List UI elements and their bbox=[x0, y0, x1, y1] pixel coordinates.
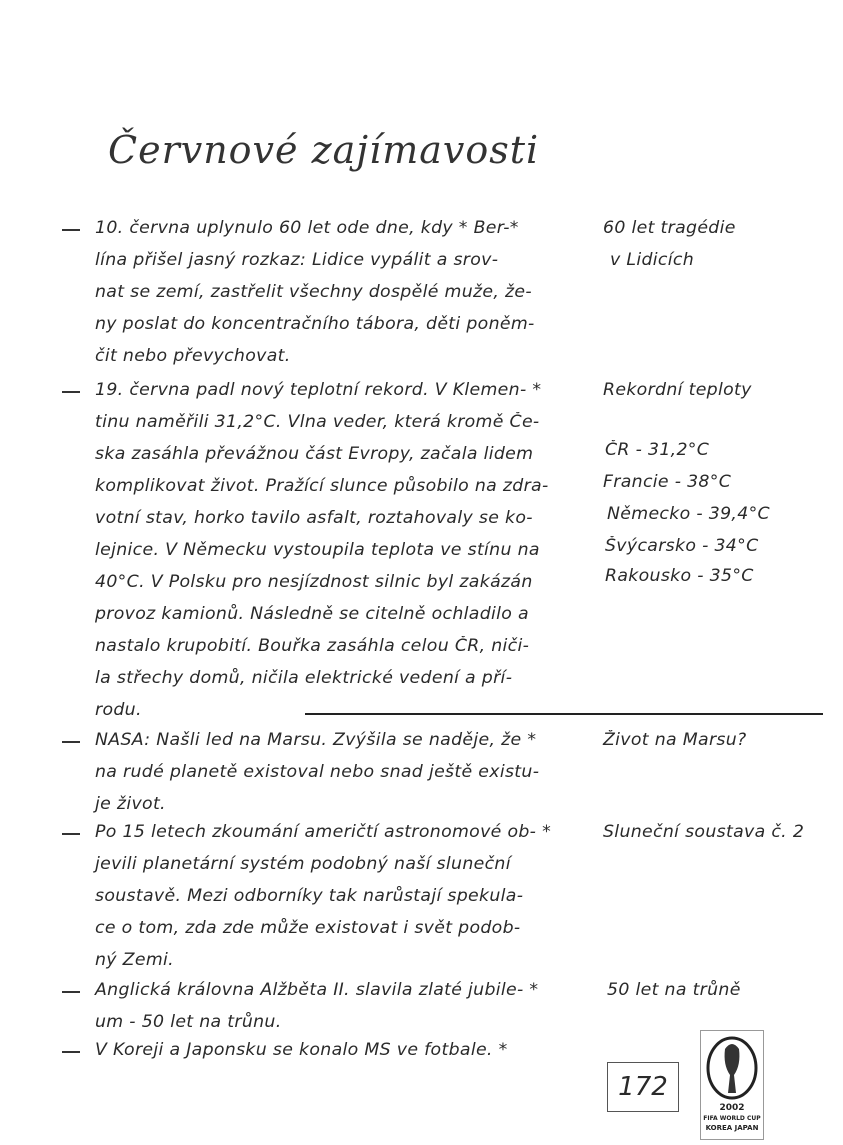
entry-line: nat se zemí, zastřelit všechny dospělé muže, že- bbox=[95, 282, 532, 301]
entry-line: soustavě. Mezi odborníky tak narůstají spekula- bbox=[95, 886, 524, 905]
logo-line2: KOREA JAPAN bbox=[705, 1124, 759, 1132]
bullet-dash bbox=[62, 741, 80, 743]
trophy-icon bbox=[705, 1035, 759, 1101]
margin-note: Německo - 39,4°C bbox=[607, 504, 770, 523]
entry-line: čit nebo převychovat. bbox=[95, 346, 291, 365]
entry-line: ny poslat do koncentračního tábora, děti poněm- bbox=[95, 314, 535, 333]
logo-line1: FIFA WORLD CUP bbox=[703, 1115, 761, 1122]
margin-note: Švýcarsko - 34°C bbox=[605, 536, 759, 555]
entry-line: 10. června uplynulo 60 let ode dne, kdy * Ber-* bbox=[95, 218, 519, 237]
entry-line: jevili planetární systém podobný naší sluneční bbox=[95, 854, 511, 873]
entry-line: lína přišel jasný rozkaz: Lidice vypálit a srov- bbox=[95, 250, 499, 269]
margin-note: Francie - 38°C bbox=[603, 472, 732, 491]
world-cup-logo bbox=[700, 1030, 764, 1140]
bullet-dash bbox=[62, 833, 80, 835]
entry-line: je život. bbox=[95, 794, 166, 813]
entry-line: ný Zemi. bbox=[95, 950, 174, 969]
entry-line: Anglická královna Alžběta II. slavila zlaté jubile- * bbox=[95, 980, 539, 999]
bullet-dash bbox=[62, 1051, 80, 1053]
margin-note: 60 let tragédie bbox=[603, 218, 736, 237]
margin-note: 50 let na trůně bbox=[607, 980, 741, 999]
entry-line: tinu naměřili 31,2°C. Vlna veder, která kromě Če- bbox=[95, 412, 540, 431]
entry-line: rodu. bbox=[95, 700, 142, 719]
margin-note: Rakousko - 35°C bbox=[605, 566, 754, 585]
divider-line bbox=[305, 713, 823, 715]
entry-line: lejnice. V Německu vystoupila teplota ve stínu na bbox=[95, 540, 540, 559]
margin-note: Sluneční soustava č. 2 bbox=[603, 822, 805, 841]
entry-line: NASA: Našli led na Marsu. Zvýšila se naděje, že * bbox=[95, 730, 537, 749]
margin-note: Rekordní teploty bbox=[603, 380, 752, 399]
logo-year: 2002 bbox=[719, 1103, 745, 1113]
entry-line: provoz kamionů. Následně se citelně ochladilo a bbox=[95, 604, 529, 623]
margin-note: v Lidicích bbox=[610, 250, 695, 269]
margin-note: Život na Marsu? bbox=[603, 730, 747, 749]
entry-line: komplikovat život. Pražící slunce působilo na zdra- bbox=[95, 476, 549, 495]
entry-line: um - 50 let na trůnu. bbox=[95, 1012, 282, 1031]
page-title: Červnové zajímavosti bbox=[108, 128, 540, 172]
bullet-dash bbox=[62, 991, 80, 993]
margin-note: ČR - 31,2°C bbox=[605, 440, 710, 459]
entry-line: votní stav, horko tavilo asfalt, roztahovaly se ko- bbox=[95, 508, 533, 527]
entry-line: ska zasáhla převážnou část Evropy, začala lidem bbox=[95, 444, 534, 463]
entry-line: la střechy domů, ničila elektrické vedení a pří- bbox=[95, 668, 513, 687]
entry-line: 19. června padl nový teplotní rekord. V Klemen- * bbox=[95, 380, 542, 399]
bullet-dash bbox=[62, 391, 80, 393]
entry-line: V Koreji a Japonsku se konalo MS ve fotbale. * bbox=[95, 1040, 508, 1059]
entry-line: 40°C. V Polsku pro nesjízdnost silnic byl zakázán bbox=[95, 572, 533, 591]
entry-line: na rudé planetě existoval nebo snad ještě existu- bbox=[95, 762, 540, 781]
entry-line: Po 15 letech zkoumání američtí astronomové ob- * bbox=[95, 822, 552, 841]
page-number: 172 bbox=[607, 1062, 679, 1112]
entry-line: ce o tom, zda zde může existovat i svět podob- bbox=[95, 918, 521, 937]
entry-line: nastalo krupobití. Bouřka zasáhla celou ČR, niči- bbox=[95, 636, 530, 655]
bullet-dash bbox=[62, 229, 80, 231]
